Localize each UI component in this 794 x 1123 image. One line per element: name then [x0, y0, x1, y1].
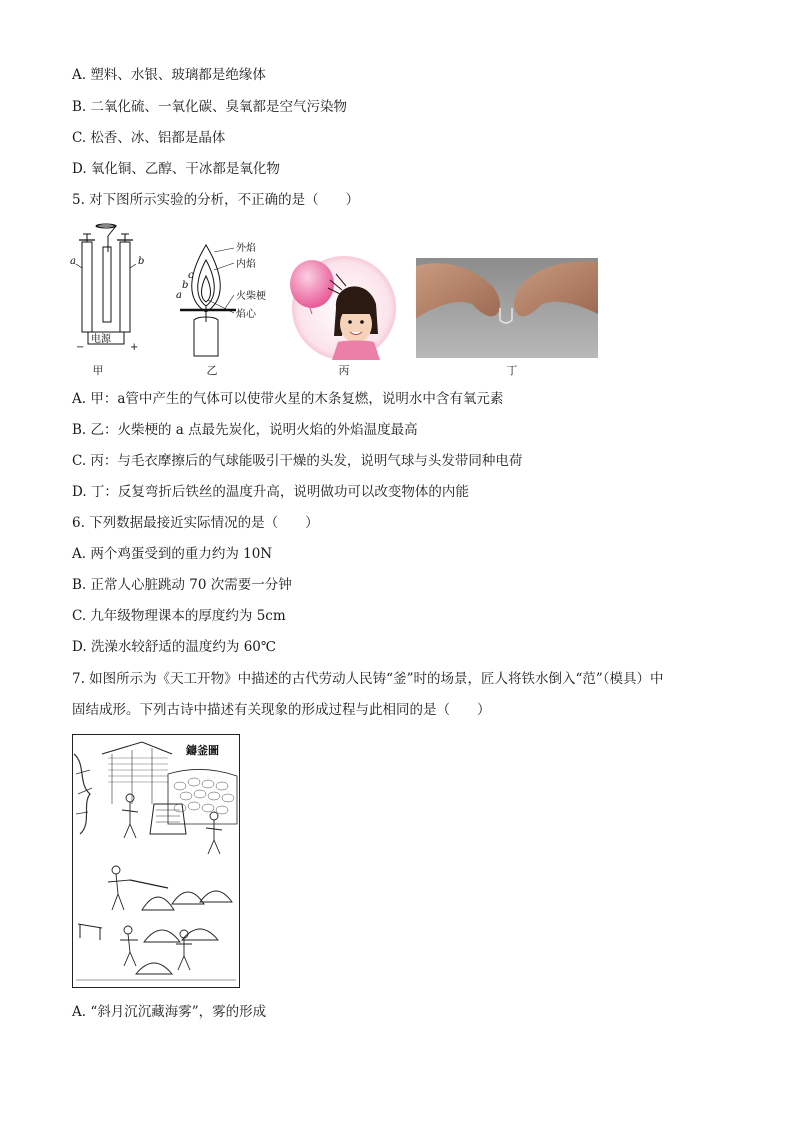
- tube-a-label: a: [70, 256, 76, 267]
- svg-text:c: c: [188, 270, 194, 281]
- q7-option-a: A. “斜月沉沉藏海雾”，雾的形成: [72, 1004, 267, 1020]
- q7-stem-line2: 固结成形。下列古诗中描述有关现象的形成过程与此相同的是（ ）: [72, 702, 491, 718]
- figure-yi-candle-flame: [168, 240, 273, 360]
- q6-option-a: A. 两个鸡蛋受到的重力约为 10N: [72, 546, 273, 562]
- q6-option-c: C. 九年级物理课本的厚度约为 5cm: [72, 608, 286, 624]
- caption-bing: 丙: [338, 364, 350, 377]
- flame-core-label: 焰心: [236, 309, 256, 320]
- q5-option-a: A. 甲：a管中产生的气体可以使带火星的木条复燃，说明水中含有氧元素: [72, 391, 504, 407]
- q6-option-d: D. 洗澡水较舒适的温度约为 60℃: [72, 639, 276, 655]
- inner-flame-label: 内焰: [236, 259, 256, 270]
- svg-text:−: −: [76, 342, 85, 353]
- caption-ding: 丁: [506, 364, 518, 377]
- outer-flame-label: 外焰: [236, 243, 256, 254]
- svg-text:b: b: [182, 280, 189, 291]
- q4-option-d: D. 氧化铜、乙醇、干冰都是氧化物: [72, 161, 280, 177]
- woodcut-title: 鑄釜圖: [186, 744, 219, 757]
- figure-ding-bending-wire-photo: [416, 258, 598, 358]
- q5-option-c: C. 丙：与毛衣摩擦后的气球能吸引干燥的头发，说明气球与头发带同种电荷: [72, 453, 523, 469]
- q4-option-b: B. 二氧化硫、一氧化碳、臭氧都是空气污染物: [72, 99, 348, 115]
- q5-option-d: D. 丁：反复弯折后铁丝的温度升高，说明做功可以改变物体的内能: [72, 484, 469, 500]
- q7-stem-line1: 7. 如图所示为《天工开物》中描述的古代劳动人民铸“釜”时的场景，匠人将铁水倒入“范”（模具）中: [72, 671, 664, 687]
- q5-stem: 5. 对下图所示实验的分析，不正确的是（ ）: [72, 192, 360, 208]
- q6-stem: 6. 下列数据最接近实际情况的是（ ）: [72, 515, 319, 531]
- q6-option-b: B. 正常人心脏跳动 70 次需要一分钟: [72, 577, 292, 593]
- power-label: 电源: [91, 334, 111, 345]
- caption-yi: 乙: [206, 364, 218, 377]
- svg-text:+: +: [130, 342, 139, 353]
- match-stick-label: 火柴梗: [236, 291, 266, 302]
- q5-option-b: B. 乙：火柴梗的 a 点最先炭化，说明火焰的外焰温度最高: [72, 422, 418, 438]
- figure-woodcut-casting-cauldron: [72, 734, 240, 988]
- figure-bing-balloon-photo: [284, 256, 402, 362]
- tube-b-label: b: [138, 256, 145, 267]
- q4-option-c: C. 松香、冰、铝都是晶体: [72, 130, 226, 146]
- figure-jia-electrolysis: [68, 222, 148, 357]
- q4-option-a: A. 塑料、水银、玻璃都是绝缘体: [72, 67, 266, 83]
- svg-text:a: a: [176, 290, 182, 301]
- caption-jia: 甲: [92, 364, 104, 377]
